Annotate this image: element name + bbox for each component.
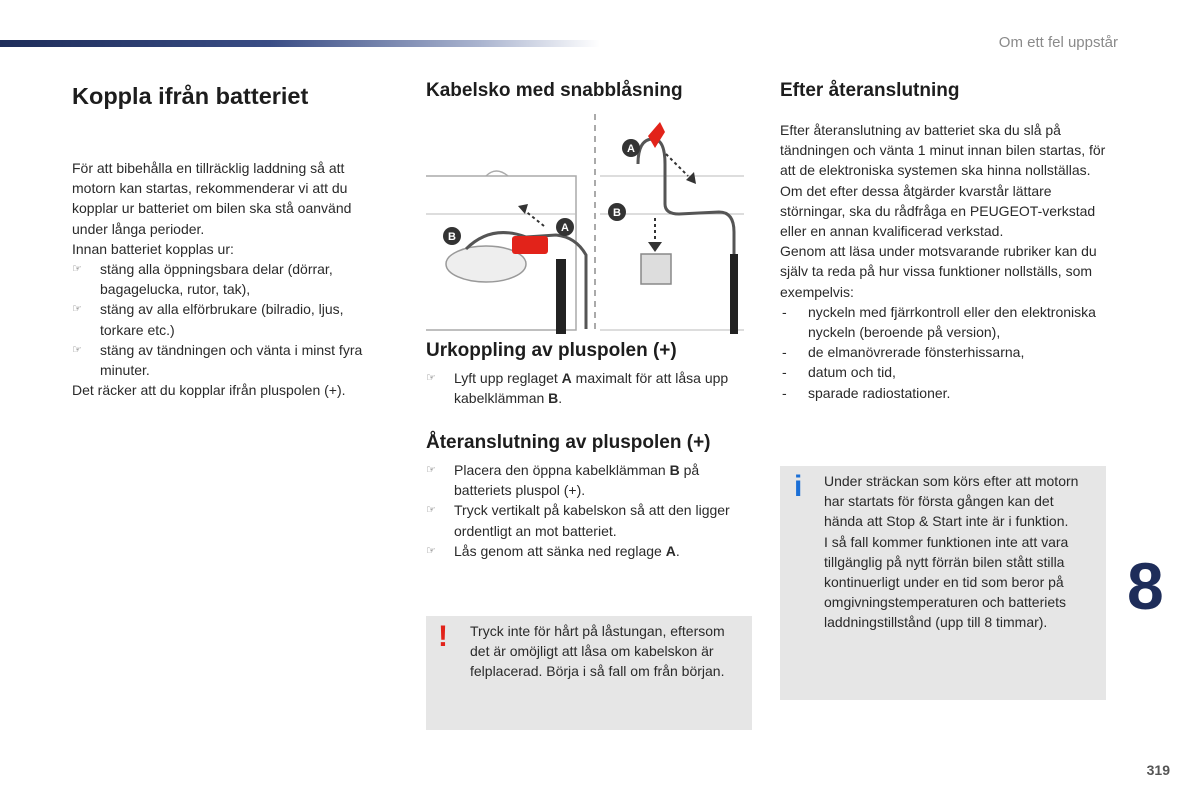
- page-number: 319: [1146, 762, 1170, 778]
- label-a: A: [561, 222, 569, 234]
- reconnect-steps: [426, 460, 751, 561]
- after-paragraph-1: Efter återanslutning av batteriet ska du slå på tändningen och vänta 1 minut innan bilen startas, för att de elektroniska systemen ska hinna nollställas.: [780, 122, 1106, 179]
- chapter-number: 8: [1127, 549, 1164, 623]
- preparation-list: [72, 259, 387, 380]
- list-item: - sparade radiostationer.: [782, 384, 951, 401]
- after-paragraph-3: Genom att läsa under motsvarande rubriker kan du själv ta reda på hur vissa funktioner nollställs, som exempelvis:: [780, 243, 1097, 300]
- page-title: Koppla ifrån batteriet: [72, 83, 309, 109]
- header-gradient-bar: [0, 40, 600, 47]
- figure-panel-lock: [600, 122, 744, 334]
- pointer-icon: ☞: [426, 464, 436, 476]
- disconnect-steps: [426, 368, 751, 408]
- section-reconnect: [426, 432, 751, 561]
- list-item: - datum och tid,: [782, 364, 896, 381]
- list-item: ☞ Lyft upp reglaget A maximalt för att låsa upp kabelklämman B.: [426, 370, 729, 407]
- column-quick-release-terminal: [426, 80, 751, 102]
- closing-paragraph: Det räcker att du kopplar ifrån pluspolen (+).: [72, 382, 346, 399]
- section-title-after-reconnect: Efter återanslutning: [780, 80, 960, 101]
- info-text: Under sträckan som körs efter att motorn har startats för första gången kan det hända att Stop & Start inte är i funktion. I så fall kommer funktionen inte att vara tillgänglig på nytt förrän bilen stått stilla kontinuerligt under en tid som beror på omgivningstemperaturen och batteriets laddningstillstånd (upp till 8 timmar).: [824, 473, 1079, 631]
- list-item: ☞ Tryck vertikalt på kabelskon så att den ligger ordentligt an mot batteriet.: [426, 502, 730, 539]
- info-box: [780, 466, 1106, 700]
- list-item: ☞ stäng alla öppningsbara delar (dörrar, bagagelucka, rutor, tak),: [72, 261, 333, 298]
- pointer-icon: ☞: [426, 504, 436, 517]
- intro-paragraph: För att bibehålla en tillräcklig laddning så att motorn kan startas, rekommenderar vi att du kopplar ur batteriet om bilen ska stå oanvänd under långa perioder.: [72, 160, 352, 237]
- before-label: Innan batteriet kopplas ur:: [72, 240, 234, 257]
- reset-functions-list: [780, 302, 1106, 403]
- list-item: ☞ Lås genom att sänka ned reglage A.: [426, 541, 751, 561]
- column-after-reconnect: [780, 80, 1106, 403]
- warning-icon: !: [438, 620, 448, 653]
- after-paragraph-2: Om det efter dessa åtgärder kvarstår lättare störningar, ska du rådfråga en PEUGEOT-verkstad eller en annan kvalificerad verkstad.: [780, 182, 1096, 240]
- warning-box: [426, 616, 752, 730]
- list-item: ☞ Placera den öppna kabelklämman B på batteriets pluspol (+).: [426, 462, 700, 499]
- label-a: A: [627, 143, 635, 155]
- pointer-icon: ☞: [72, 343, 82, 356]
- list-item: - nyckeln med fjärrkontroll eller den elektroniska nyckeln (beroende på version),: [782, 303, 1096, 341]
- section-title-quick-release: Kabelsko med snabblåsning: [426, 80, 683, 101]
- warning-text: Tryck inte för hårt på låstungan, eftersom det är omöjligt att låsa om kabelskon är felplacerad. Börja i så fall om från början.: [470, 623, 725, 680]
- info-icon: i: [794, 470, 803, 503]
- column-disconnect-battery: [72, 80, 387, 400]
- section-title-reconnect: Återanslutning av pluspolen (+): [426, 432, 711, 453]
- battery-terminal-illustration: [426, 114, 744, 334]
- label-b: B: [613, 207, 621, 219]
- list-item: ☞ stäng av tändningen och vänta i minst fyra minuter.: [72, 341, 363, 379]
- pointer-icon: ☞: [426, 544, 436, 557]
- chapter-title: Om ett fel uppstår: [998, 34, 1118, 51]
- list-item: - de elmanövrerade fönsterhissarna,: [782, 344, 1025, 361]
- list-item: ☞ stäng av alla elförbrukare (bilradio, ljus, torkare etc.): [72, 301, 344, 338]
- section-title-disconnect: Urkoppling av pluspolen (+): [426, 340, 677, 361]
- pointer-icon: ☞: [72, 263, 82, 276]
- label-b: B: [448, 231, 456, 243]
- figure-panel-unlock: [426, 171, 586, 334]
- pointer-icon: ☞: [72, 303, 82, 316]
- section-disconnect: [426, 340, 751, 408]
- pointer-icon: ☞: [426, 372, 436, 384]
